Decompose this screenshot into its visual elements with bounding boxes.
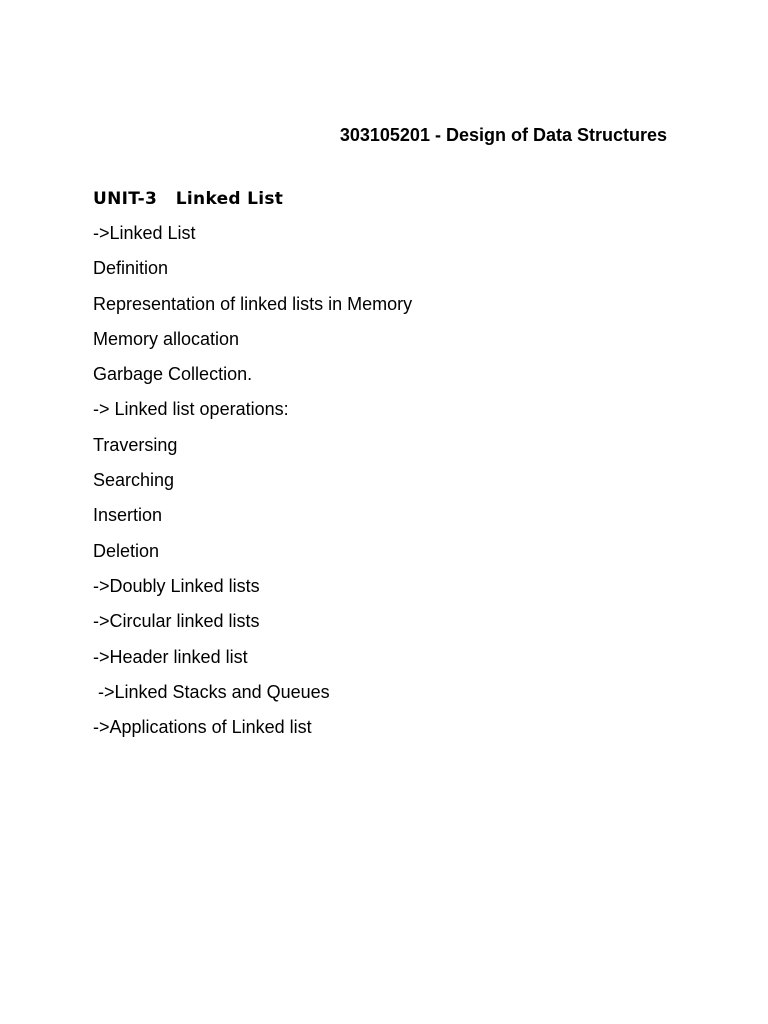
topic-list	[93, 222, 412, 751]
topic-item: Memory allocation	[93, 328, 240, 349]
topic-item: -> Linked list operations:	[93, 399, 289, 420]
course-header: 303105201 - Design of Data Structures	[339, 125, 667, 145]
topic-item: ->Doubly Linked lists	[93, 575, 260, 596]
topic-item: Deletion	[93, 540, 160, 561]
topic-item: ->Linked Stacks and Queues	[93, 681, 330, 702]
topic-item: Traversing	[93, 434, 178, 455]
topic-item: ->Header linked list	[93, 646, 248, 667]
unit-title: UNIT-3 Linked List	[93, 189, 284, 209]
topic-item: Insertion	[93, 505, 163, 526]
topic-item: Representation of linked lists in Memory	[93, 293, 413, 314]
topic-item: ->Circular linked lists	[93, 611, 260, 632]
topic-item: Garbage Collection.	[93, 364, 253, 385]
topic-item: Definition	[93, 258, 169, 279]
topic-item: ->Linked List	[93, 223, 196, 243]
topic-item: ->Applications of Linked list	[93, 717, 312, 738]
topic-item: Searching	[93, 470, 175, 491]
